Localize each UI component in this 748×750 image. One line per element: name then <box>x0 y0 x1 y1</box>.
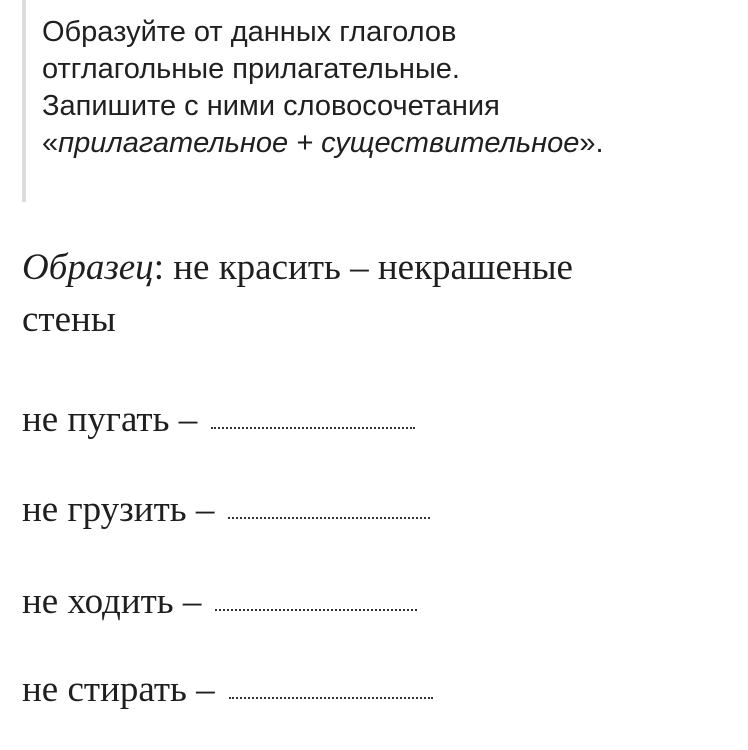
exercise-verb: не стирать – <box>22 669 215 710</box>
example-colon: : <box>153 247 164 288</box>
exercise-verb: не ходить – <box>22 581 202 622</box>
task-phrase-pattern: прилагательное + существительное <box>58 127 580 159</box>
example-line-1 <box>22 242 722 294</box>
exercise-verb: не пугать – <box>22 399 198 440</box>
exercise-item <box>22 668 433 712</box>
quote-close: ». <box>579 127 604 159</box>
answer-blank[interactable] <box>229 696 433 699</box>
task-instruction-text <box>42 14 722 162</box>
exercise-item <box>22 398 415 442</box>
example-text: не красить – некрашеные <box>163 247 573 288</box>
exercise-item <box>22 580 417 624</box>
task-line-3: Запишите с ними словосочетания <box>42 90 500 122</box>
task-line-1: Образуйте от данных глаголов <box>42 16 457 48</box>
task-line-4 <box>42 125 722 162</box>
example-block <box>22 242 722 346</box>
example-label: Образец <box>22 247 154 288</box>
example-line-2: стены <box>22 299 116 340</box>
exercise-item <box>22 488 430 532</box>
task-line-2: отглагольные прилагательные. <box>42 53 460 85</box>
answer-blank[interactable] <box>211 426 415 429</box>
answer-blank[interactable] <box>215 608 417 611</box>
answer-blank[interactable] <box>228 516 430 519</box>
quote-open: « <box>42 127 59 159</box>
exercise-verb: не грузить – <box>22 489 215 530</box>
task-instruction-block <box>22 0 726 202</box>
